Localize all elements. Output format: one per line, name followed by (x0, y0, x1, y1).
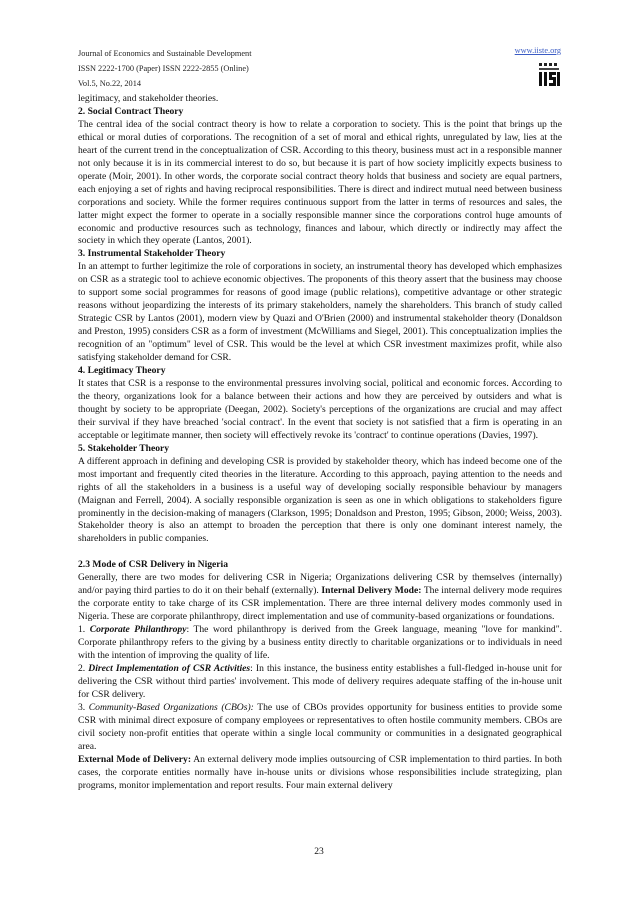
item-text: : The word philanthropy is derived from the Greek language, meaning "love for mankind". Corporate philanthropy refers to the giving by a business entity directly to charitable organizations or to individuals in need with the intention of improving the quality of life. (78, 624, 563, 661)
inline-heading: External Mode of Delivery: (78, 753, 192, 765)
running-header (78, 46, 252, 92)
section-heading: 4. Legitimacy Theory (78, 365, 166, 377)
list-item (78, 663, 562, 702)
paragraph (78, 572, 562, 624)
section-heading: 2. Social Contract Theory (78, 105, 184, 117)
item-title: Community-Based Organizations (CBOs): (88, 701, 254, 713)
item-text: : In this instance, the business entity establishes a full-fledged in-house unit for delivering the CSR without third parties' involvement. This mode of delivery requires adequate staffing of the in-house unit for CSR delivery. (78, 662, 562, 700)
paragraph: The central idea of the social contract theory is how to relate a corporation to society. This is the point that brings up the ethical or moral duties of corporations. The recognition of a set of moral and ethical rights, unregulated by law, lies at the heart of the current trend in the conceptualization of CSR. According to this theory, business must act in a responsible manner not only because it is in its commercial interest to do so, but because it is part of how society implicitly expects business to operate (Moir, 2001). In other words, the corporate social contract theory holds that business and society are equal partners, each enjoying a set of rights and having reciprocal responsibilities. There is direct and indirect mutual need between business corporations and society. While the former requires continuous support from the latter in terms of resources and sales, the latter might expect the former to operate in a socially responsible manner since the corporations control huge amounts of economic and productive resources such as technology, finances and labour, which directly or indirectly may affect the society in which they operate (Lantos, 2001). (78, 118, 562, 247)
volume-line: Vol.5, No.22, 2014 (78, 79, 141, 89)
subsection-heading: 2.3 Mode of CSR Delivery in Nigeria (78, 559, 229, 571)
journal-title: Journal of Economics and Sustainable Development (78, 49, 252, 58)
paragraph: In an attempt to further legitimize the role of corporations in society, an instrumental theory has developed which emphasizes on CSR as a strategic tool to achieve economic objectives. The proponents of this theory assert that the business may choose to support some social programmes for reasons of good image (public relations), competitive advantage or other strategic reasons without jeopardizing the interests of its primary stakeholders, namely the shareholders. This branch of study called Strategic CSR by Lantos (2001), modern view by Quazi and O'Brien (2000) and instrumental stakeholder theory (Donaldson and Preston, 1995) considers CSR as a form of investment (McWilliams and Siegel, 2001). This conceptualization implies the recognition of an "optimum" level of CSR. This would be the level at which CSR investment maximizes profit, while also satisfying stakeholder demand for CSR. (78, 261, 562, 364)
item-number: 2. (78, 662, 89, 674)
paragraph: A different approach in defining and developing CSR is provided by stakeholder theory, which has indeed become one of the most important and frequently cited theories in the literature. According to this approach, paying attention to the needs and rights of all the stakeholders in a business is a useful way of developing socially responsible behaviour by managers (Maignan and Ferrell, 2004). A socially responsible organization is seen as one in which obligations to stakeholders figure prominently in the decision-making of managers (Clarkson, 1995; Donaldson and Preston, 1995; Gibson, 2000; Weiss, 2003). Stakeholder theory is also an attempt to broaden the perception that there is only one dominant interest namely, the shareholders in public companies. (78, 455, 562, 545)
page-number: 23 (314, 846, 324, 857)
paragraph (78, 754, 562, 793)
item-number: 3. (78, 701, 89, 713)
item-text: The use of CBOs provides opportunity for business entities to provide some CSR with minimal direct exposure of company employees or representatives to often hostile community members. CBOs are civil society non-profit entities that operate within a single local community or communities in a designated geographical area. (78, 701, 563, 752)
list-item (78, 702, 562, 754)
list-item (78, 624, 562, 663)
journal-url-link[interactable]: www.iiste.org (514, 46, 561, 55)
spacer (78, 546, 562, 559)
issn-line: ISSN 2222-1700 (Paper) ISSN 2222-2855 (Online) (78, 64, 249, 74)
text-run: An external delivery mode implies outsourcing of CSR implementation to third parties. In both cases, the corporate entities normally have in-house units or divisions whose responsibilities include strategizing, plan programs, monitor implementation and report results. Four main external delivery (78, 753, 562, 791)
article-body (78, 93, 562, 792)
section-heading: 3. Instrumental Stakeholder Theory (78, 248, 226, 260)
item-title: Corporate Philanthropy (89, 624, 187, 636)
item-title: Direct Implementation of CSR Activities (88, 662, 251, 674)
text-run: Generally, there are two modes for delivering CSR in Nigeria; Organizations delivering CSR by themselves (internally) and/or paying third parties to do it on their behalf (externally). (78, 572, 562, 597)
section-heading: 5. Stakeholder Theory (78, 442, 170, 454)
iiste-logo (537, 62, 561, 88)
inline-heading: Internal Delivery Mode: (321, 585, 422, 597)
paragraph: It states that CSR is a response to the environmental pressures involving social, political and economic forces. According to the theory, organizations look for a balance between their actions and how they are perceived by outsiders and what is thought by society to be appropriate (Deegan, 2002). Society's perceptions of the organizations are crucial and may affect their survival if they have breached 'social contract'. In the event that society is not satisfied that a firm is operating in an acceptable or legitimate manner, then society will effectively revoke its 'contract' to continue operations (Davies, 1997). (78, 377, 562, 441)
item-number: 1. (78, 624, 90, 636)
text-run: The internal delivery mode requires the corporate entity to take charge of its CSR implementation. There are three internal delivery modes commonly used in Nigeria. These are corporate philanthropy, direct implementation and use of community-based organizations or foundations. (78, 585, 562, 623)
paragraph: legitimacy, and stakeholder theories. (78, 93, 219, 104)
